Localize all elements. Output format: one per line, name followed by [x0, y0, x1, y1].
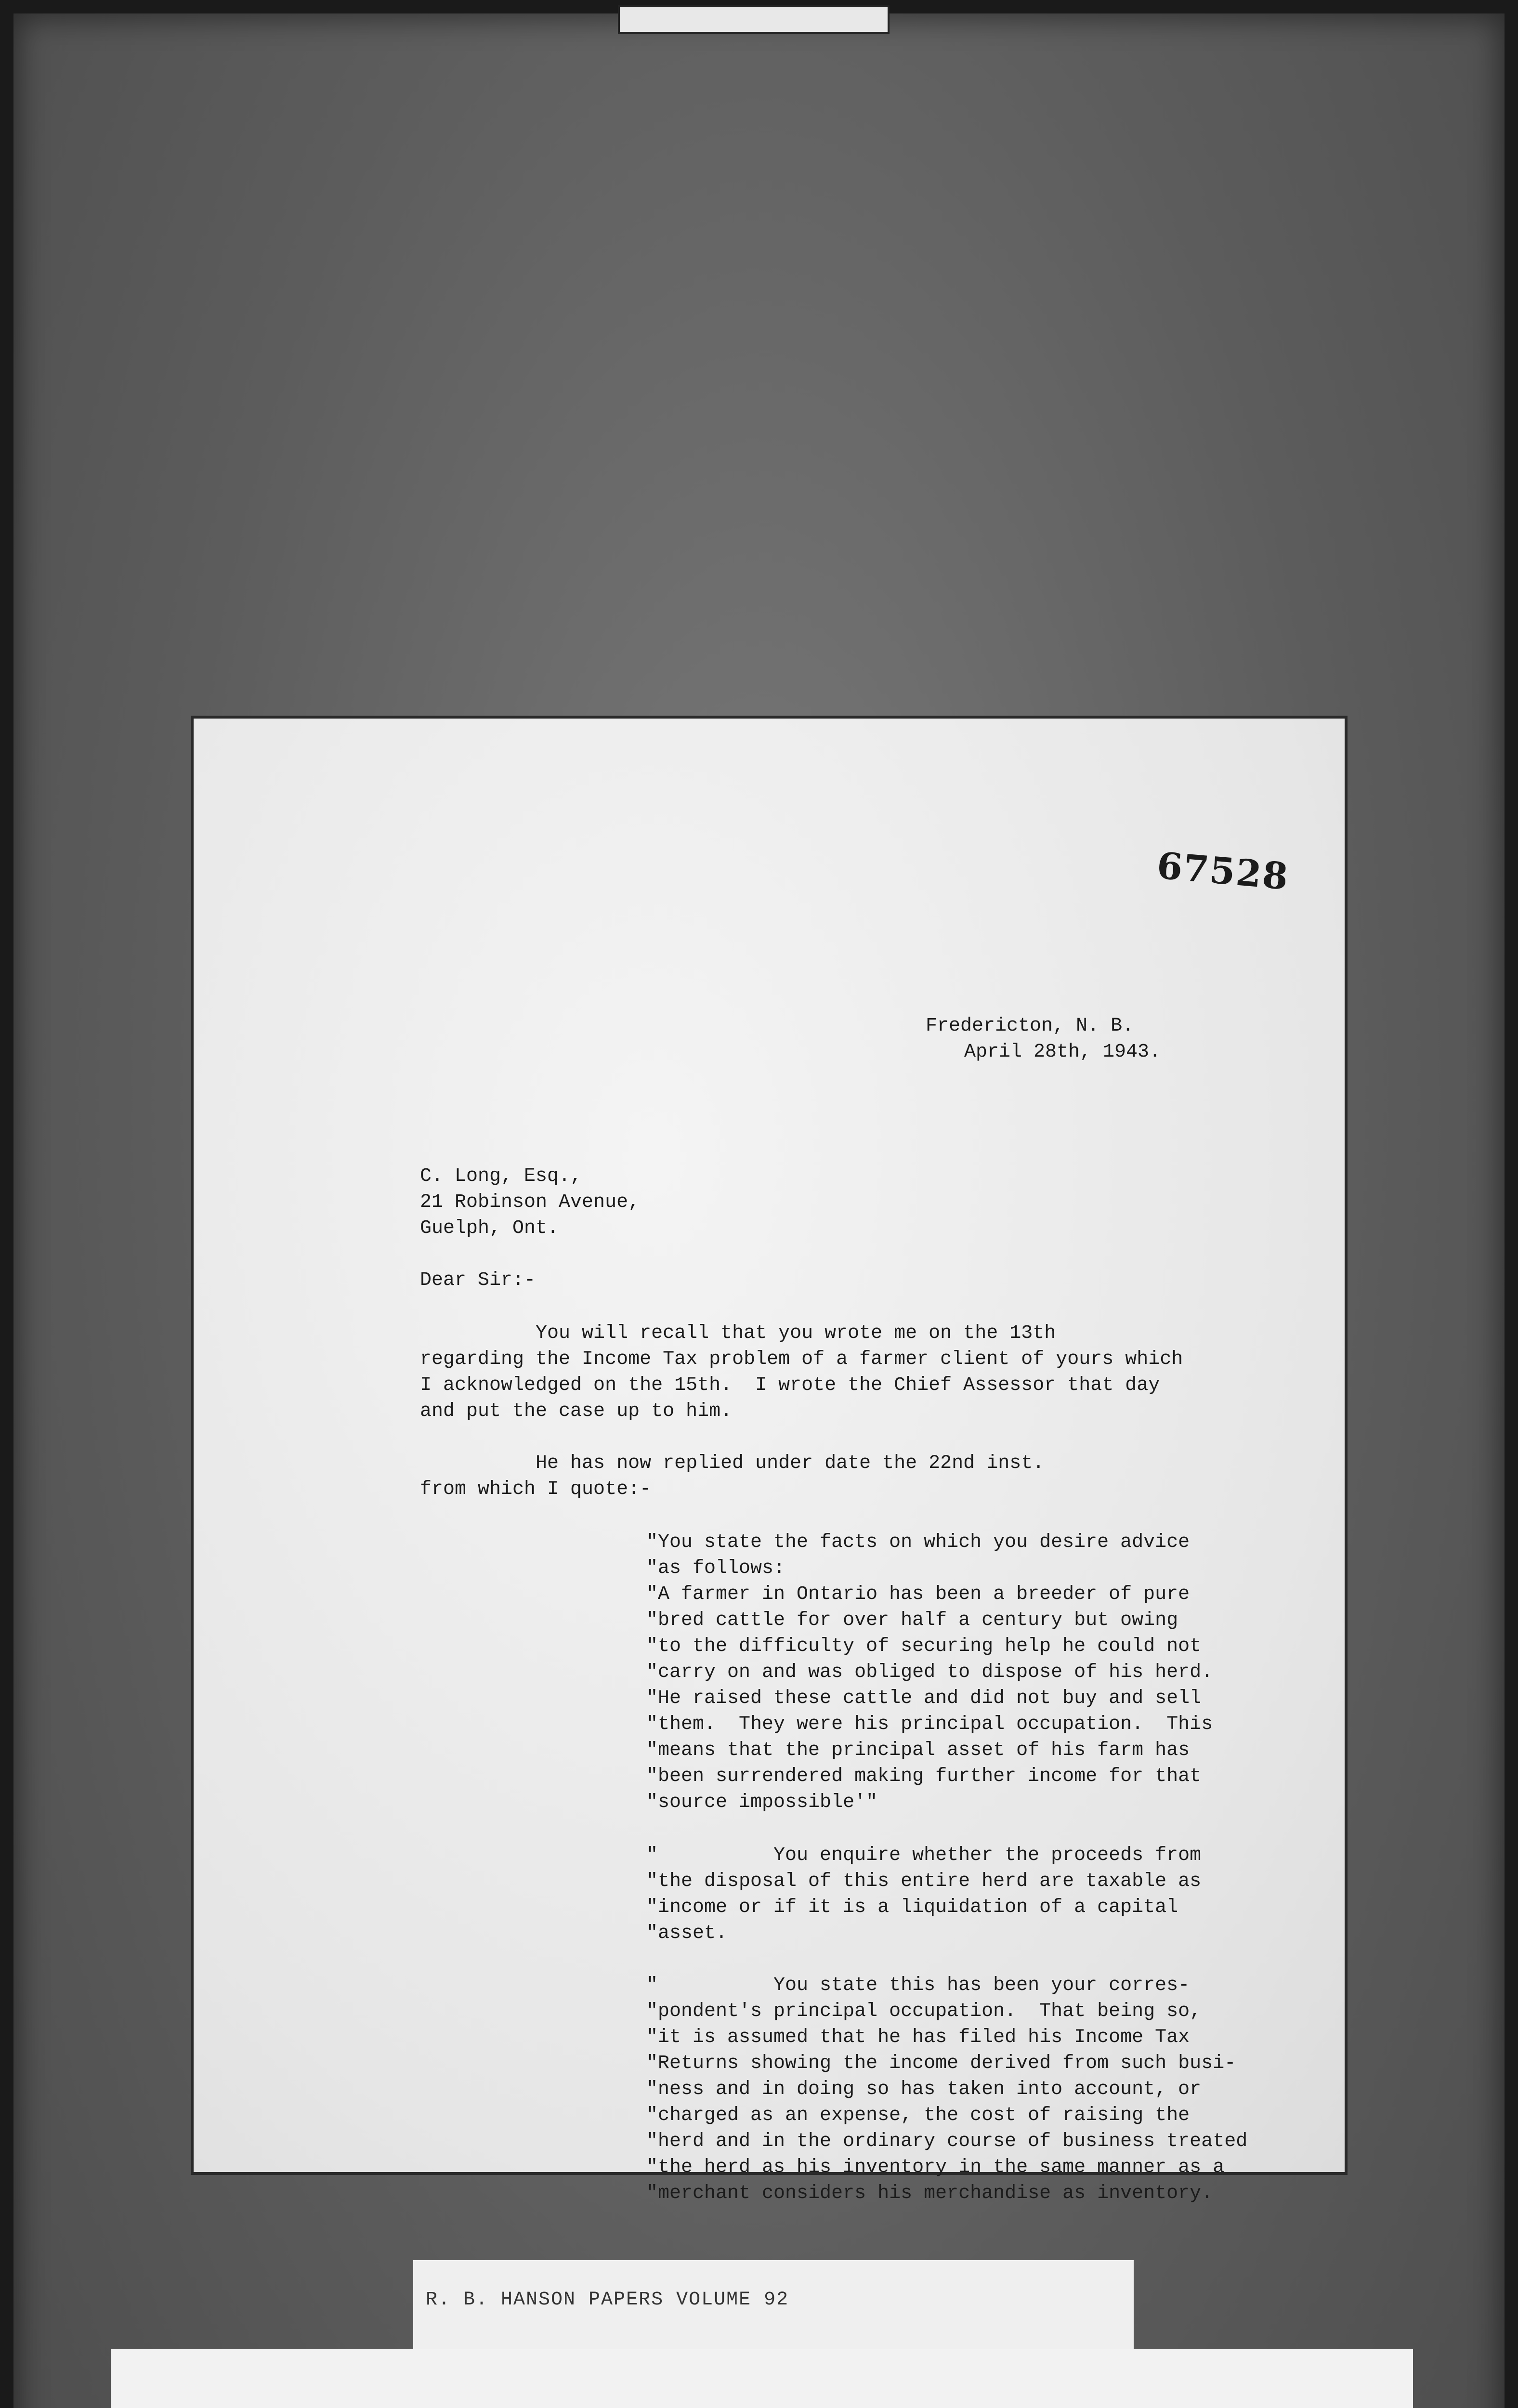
addressee-line: Guelph, Ont. — [420, 1217, 559, 1239]
quote-line: "to the difficulty of securing help he could not — [646, 1636, 1202, 1657]
quote-line: "been surrendered making further income for that — [646, 1766, 1202, 1787]
quote-line: "the disposal of this entire herd are taxable as — [646, 1871, 1202, 1892]
quote-line: "charged as an expense, the cost of raising the — [646, 2105, 1190, 2126]
volume-label — [413, 2260, 1134, 2351]
letter-page — [194, 719, 1345, 2204]
quote-line: "bred cattle for over half a century but owing — [646, 1610, 1178, 1631]
salutation: Dear Sir:- — [420, 1269, 536, 1291]
letter-date: April 28th, 1943. — [964, 1041, 1161, 1063]
quote-line: "pondent's principal occupation. That being so, — [646, 2001, 1202, 2022]
paragraph-line: You will recall that you wrote me on the 13th — [420, 1322, 1056, 1344]
paragraph-line: regarding the Income Tax problem of a farmer client of yours which — [420, 1348, 1183, 1370]
addressee-line: C. Long, Esq., — [420, 1165, 582, 1187]
addressee-line: 21 Robinson Avenue, — [420, 1191, 640, 1213]
quote-line: "ness and in doing so has taken into account, or — [646, 2079, 1202, 2100]
quote-line: "source impossible'" — [646, 1792, 878, 1813]
quote-line: "carry on and was obliged to dispose of his herd. — [646, 1662, 1213, 1683]
quote-line: " You enquire whether the proceeds from — [646, 1845, 1202, 1866]
quote-line: "asset. — [646, 1923, 728, 1944]
paragraph-line: and put the case up to him. — [420, 1400, 733, 1422]
paragraph-line: from which I quote:- — [420, 1479, 652, 1500]
quote-line: "it is assumed that he has filed his Income Tax — [646, 2027, 1190, 2048]
paragraph-line: I acknowledged on the 15th. I wrote the Chief Assessor that day — [420, 1374, 1160, 1396]
quote-line: "You state the facts on which you desire advice — [646, 1531, 1190, 1553]
volume-label-text: R. B. HANSON PAPERS VOLUME 92 — [426, 2289, 789, 2311]
archives-card — [111, 2349, 1413, 2408]
paragraph-line: He has now replied under date the 22nd inst. — [420, 1453, 1045, 1474]
quote-line: "Returns showing the income derived from such busi- — [646, 2053, 1236, 2074]
quote-line: "A farmer in Ontario has been a breeder of pure — [646, 1584, 1190, 1605]
document-number: 67528 — [1155, 844, 1291, 898]
quote-line: " You state this has been your corres- — [646, 1975, 1190, 1996]
quote-line: "income or if it is a liquidation of a capital — [646, 1897, 1178, 1918]
quote-line: "them. They were his principal occupation. This — [646, 1714, 1213, 1735]
quote-line: "He raised these cattle and did not buy and sell — [646, 1688, 1202, 1709]
quote-line: "merchant considers his merchandise as inventory. — [646, 2183, 1213, 2204]
quote-line: "means that the principal asset of his farm has — [646, 1740, 1190, 1761]
quote-line: "the herd as his inventory in the same manner as a — [646, 2157, 1225, 2178]
letter-place: Fredericton, N. B. — [926, 1015, 1134, 1037]
quote-line: "herd and in the ordinary course of business treated — [646, 2131, 1248, 2152]
quote-line: "as follows: — [646, 1557, 785, 1579]
film-tab — [618, 5, 890, 34]
